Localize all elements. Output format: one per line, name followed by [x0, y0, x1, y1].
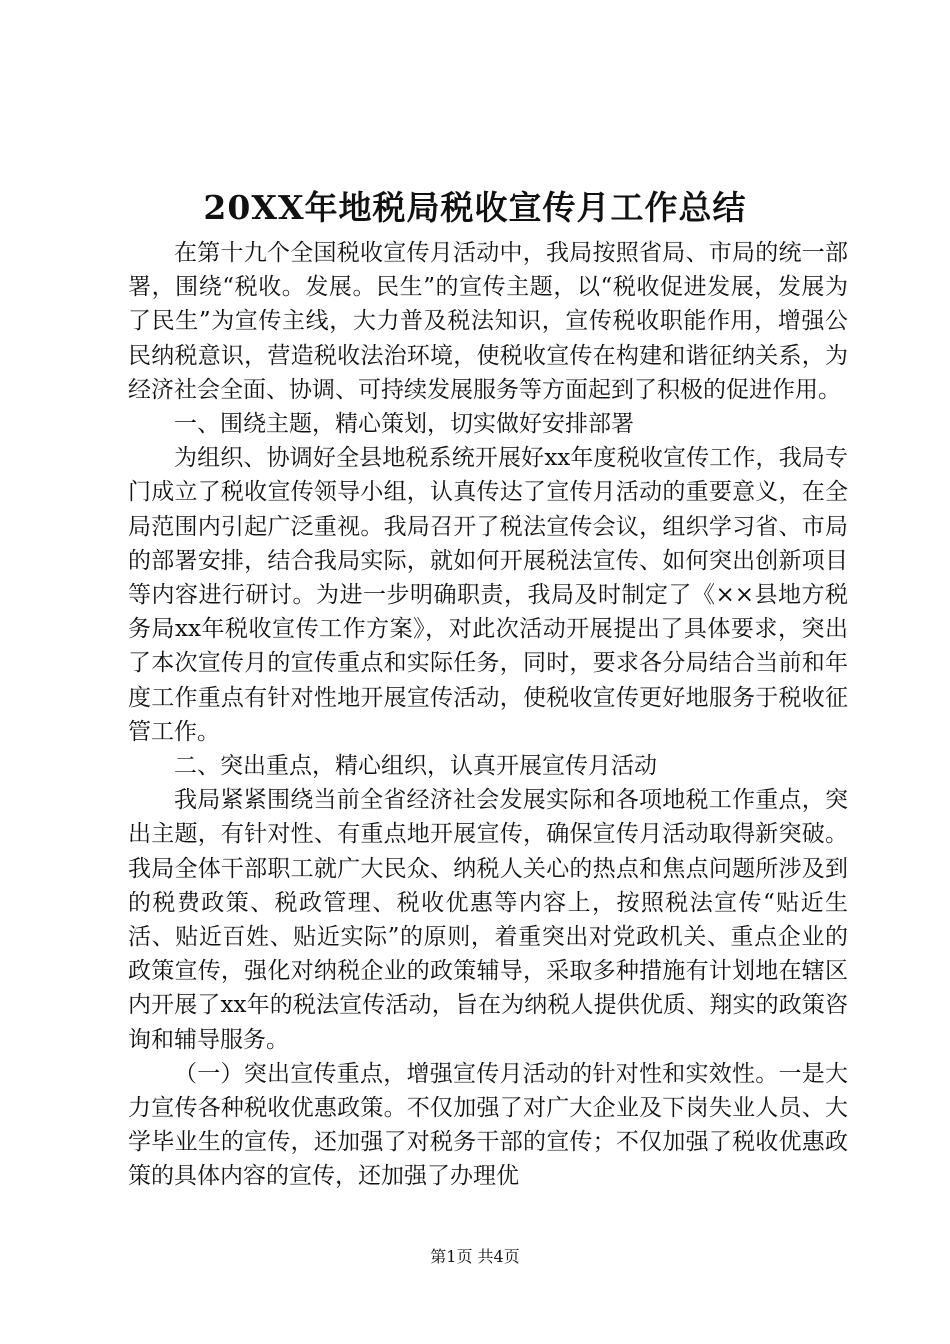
page-footer: 第1页 共4页: [430, 1247, 520, 1266]
section-2-paragraph: 我局紧紧围绕当前全省经济社会发展实际和各项地税工作重点，突出主题，有针对性、有重点地开展宣传，确保宣传月活动取得新突破。我局全体干部职工就广大民众、纳税人关心的热点和焦点问题所涉及到的税费政策、税政管理、税收优惠等内容上，按照税法宣传“贴近生活、贴近百姓、贴近实际”的原则，着重突出对党政机关、重点企业的政策宣传，强化对纳税企业的政策辅导，采取多种措施有计划地在辖区内开展了xx年的税法宣传活动，旨在为纳税人提供优质、翔实的政策咨询和辅导服务。: [128, 787, 848, 1053]
section-heading-2: 二、突出重点，精心组织，认真开展宣传月活动: [174, 753, 657, 780]
section-1-paragraph: 为组织、协调好全县地税系统开展好xx年度税收宣传工作，我局专门成立了税收宣传领导小组，认真传达了宣传月活动的重要意义，在全局范围内引起广泛重视。我局召开了税法宣传会议，组织学习省、市局的部署安排，结合我局实际，就如何开展税法宣传、如何突出创新项目等内容进行研讨。为进一步明确职责，我局及时制定了《××县地方税务局xx年税收宣传工作方案》，对此次活动开展提出了具体要求，突出了本次宣传月的宣传重点和实际任务，同时，要求各分局结合当前和年度工作重点有针对性地开展宣传活动，使税收宣传更好地服务于税收征管工作。: [128, 445, 848, 745]
section-heading-1: 一、围绕主题，精心策划，切实做好安排部署: [174, 411, 634, 438]
document-body: [128, 236, 848, 1194]
intro-paragraph: 在第十九个全国税收宣传月活动中，我局按照省局、市局的统一部署，围绕“税收。发展。民生”的宣传主题，以“税收促进发展，发展为了民生”为宣传主线，大力普及税法知识，宣传税收职能作用，增强公民纳税意识，营造税收法治环境，使税收宣传在构建和谐征纳关系，为经济社会全面、协调、可持续发展服务等方面起到了积极的促进作用。: [128, 240, 848, 403]
document-title: 20XX年地税局税收宣传月工作总结: [203, 188, 747, 227]
subsection-1-paragraph: （一）突出宣传重点，增强宣传月活动的针对性和实效性。一是大力宣传各种税收优惠政策。不仅加强了对广大企业及下岗失业人员、大学毕业生的宣传，还加强了对税务干部的宣传；不仅加强了税收优惠政策的具体内容的宣传，还加强了办理优: [128, 1060, 848, 1190]
